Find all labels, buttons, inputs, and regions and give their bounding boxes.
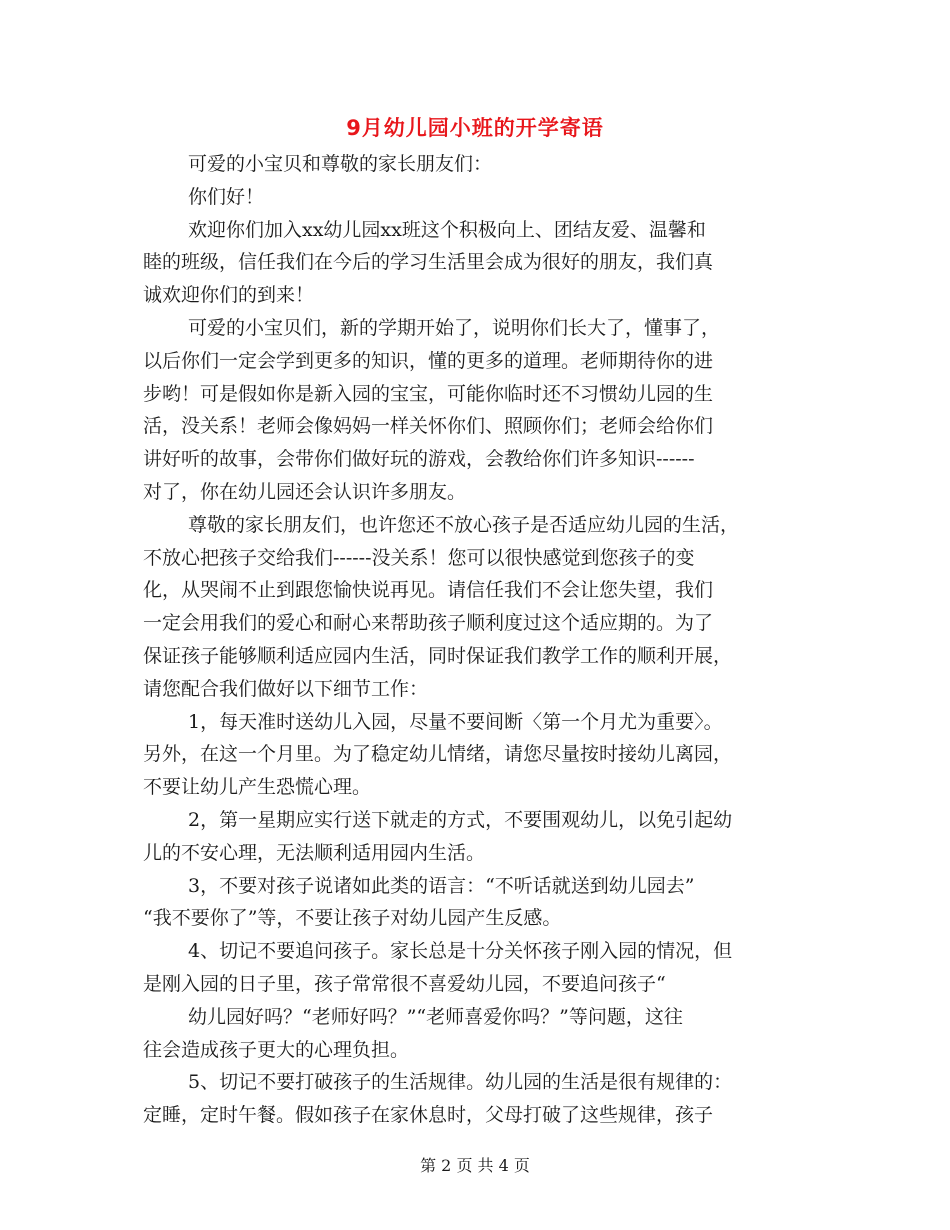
text-line: 请您配合我们做好以下细节工作： <box>143 677 429 700</box>
text-line: 往会造成孩子更大的心理负担。 <box>143 1038 410 1061</box>
text-line: 活，没关系！老师会像妈妈一样关怀你们、照顾你们；老师会给你们 <box>143 415 714 438</box>
text-line: 2，第一星期应实行送下就走的方式，不要围观幼儿，以免引起幼 <box>188 808 733 831</box>
text-line: 是刚入园的日子里，孩子常常很不喜爱幼儿园，不要追问孩子“ <box>143 972 666 995</box>
text-line: 诚欢迎你们的到来！ <box>143 284 315 307</box>
text-line: 3，不要对孩子说诸如此类的语言：“不听话就送到幼儿园去” <box>188 874 695 897</box>
text-line: 保证孩子能够顺利适应园内生活，同时保证我们教学工作的顺利开展， <box>143 644 733 667</box>
text-line: 步哟！可是假如你是新入园的宝宝，可能你临时还不习惯幼儿园的生 <box>143 382 714 405</box>
text-line: 定睡，定时午餐。假如孩子在家休息时，父母打破了这些规律，孩子 <box>143 1104 714 1127</box>
text-line: “我不要你了”等，不要让孩子对幼儿园产生反感。 <box>143 907 562 930</box>
text-line: 不要让幼儿产生恐慌心理。 <box>143 776 372 799</box>
text-line: 你们好！ <box>188 185 265 208</box>
text-line: 可爱的小宝贝和尊敬的家长朋友们： <box>188 153 493 175</box>
text-line: 化，从哭闹不止到跟您愉快说再见。请信任我们不会让您失望，我们 <box>143 579 714 602</box>
text-line: 5、切记不要打破孩子的生活规律。幼儿园的生活是很有规律的： <box>188 1071 733 1094</box>
text-line: 可爱的小宝贝们，新的学期开始了，说明你们长大了，懂事了， <box>188 316 721 339</box>
text-line: 睦的班级，信任我们在今后的学习生活里会成为很好的朋友，我们真 <box>143 251 714 274</box>
text-line: 尊敬的家长朋友们，也许您还不放心孩子是否适应幼儿园的生活， <box>188 513 740 536</box>
text-line: 另外，在这一个月里。为了稳定幼儿情绪，请您尽量按时接幼儿离园， <box>143 743 733 766</box>
text-line: 1，每天准时送幼儿入园，尽量不要间断〈第一个月尤为重要〉。 <box>188 710 723 733</box>
text-line: 儿的不安心理，无法顺利适用园内生活。 <box>143 841 486 864</box>
text-line: 讲好听的故事，会带你们做好玩的游戏，会教给你们许多知识------ <box>143 448 695 471</box>
text-line: 欢迎你们加入xx幼儿园xx班这个积极向上、团结友爱、温馨和 <box>188 218 706 241</box>
document-body <box>143 148 798 1132</box>
text-line: 对了，你在幼儿园还会认识许多朋友。 <box>143 480 467 503</box>
text-line: 不放心把孩子交给我们------没关系！您可以很快感觉到您孩子的变 <box>143 546 695 569</box>
text-line: 4、切记不要追问孩子。家长总是十分关怀孩子刚入园的情况，但 <box>188 940 733 963</box>
document-title: 9月幼儿园小班的开学寄语 <box>346 116 604 140</box>
text-line: 一定会用我们的爱心和耐心来帮助孩子顺利度过这个适应期的。为了 <box>143 612 714 635</box>
page-footer: 第 2 页 共 4 页 <box>420 1156 530 1175</box>
text-line: 以后你们一定会学到更多的知识，懂的更多的道理。老师期待你的进 <box>143 349 714 372</box>
text-line: 幼儿园好吗？“老师好吗？”“老师喜爱你吗？”等问题，这往 <box>188 1005 683 1028</box>
